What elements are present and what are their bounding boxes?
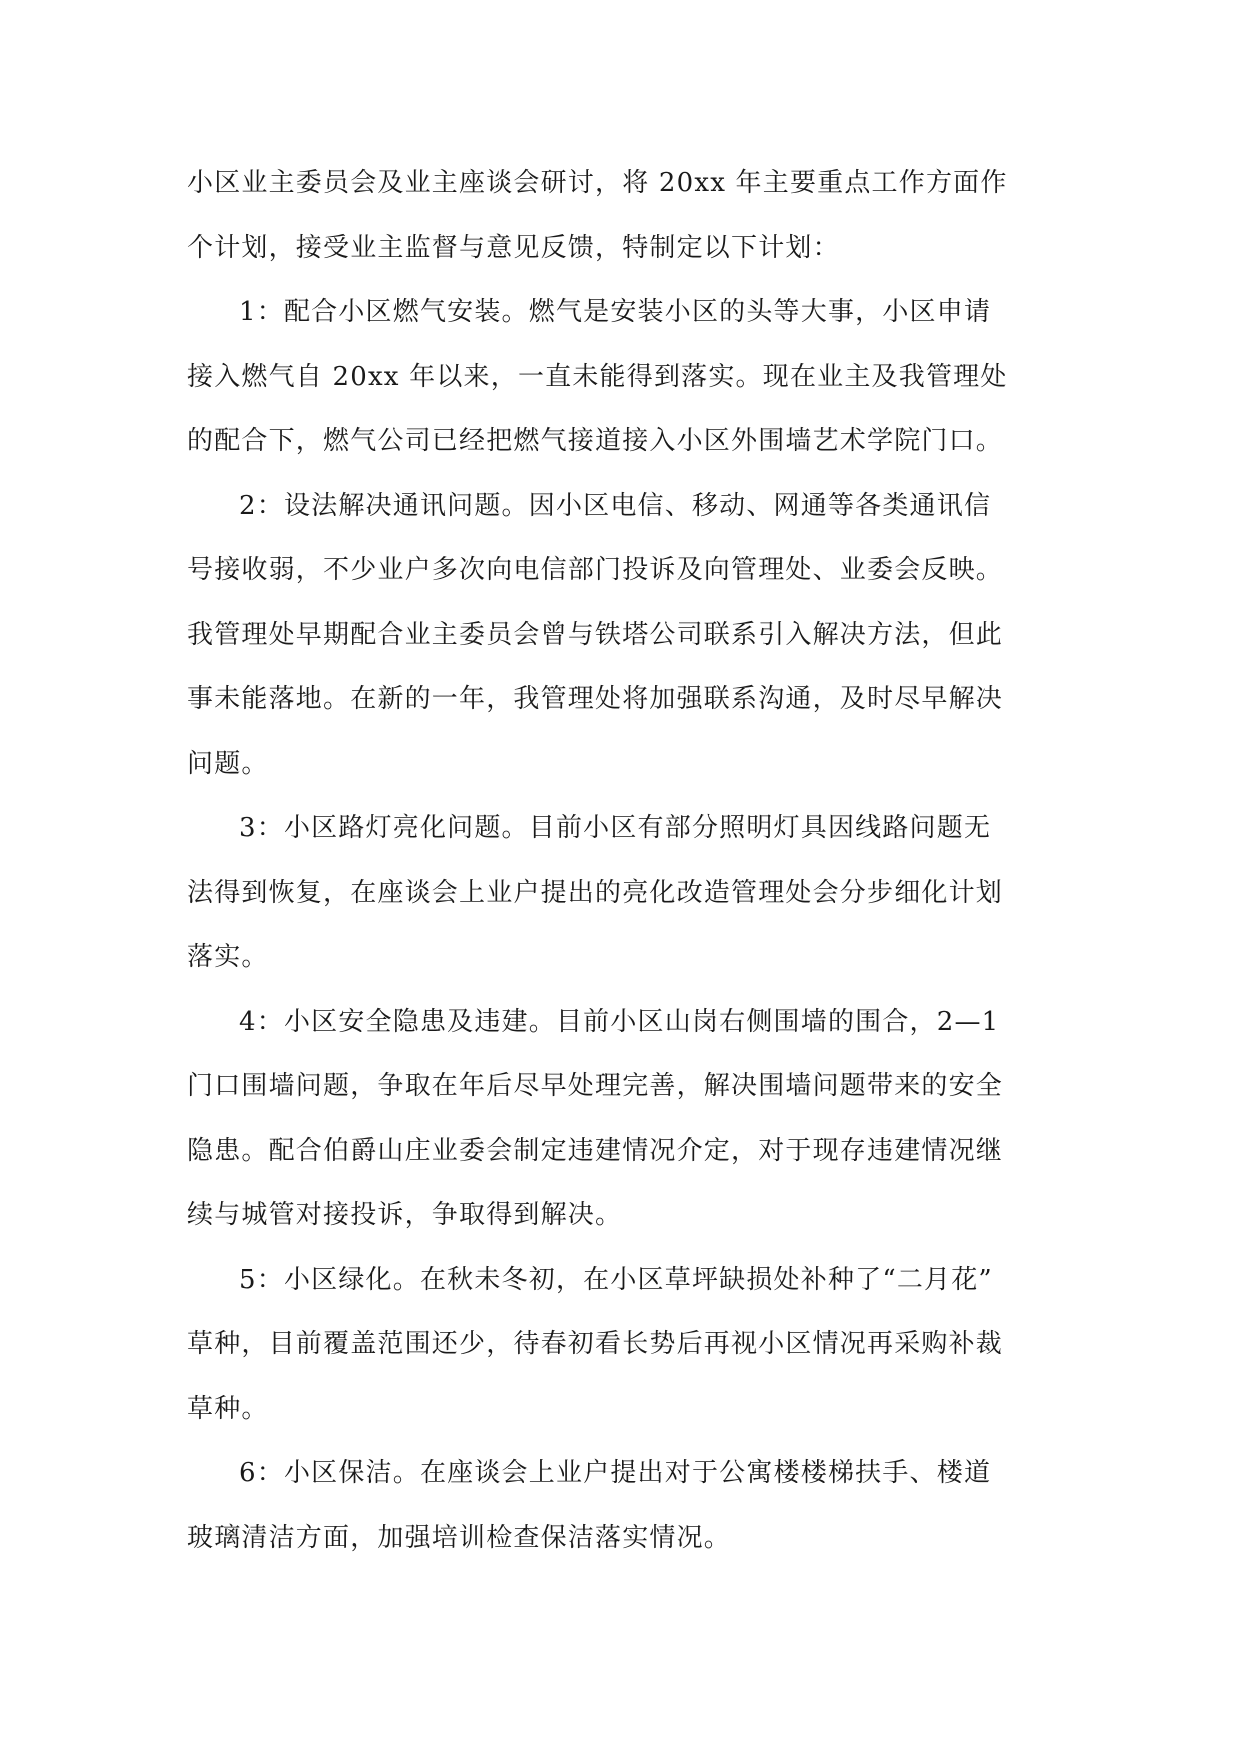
document-body (187, 151, 1057, 1570)
text-line: 事未能落地。在新的一年，我管理处将加强联系沟通，及时尽早解决 (187, 684, 1004, 714)
text-line: 2：设法解决通讯问题。因小区电信、移动、网通等各类通讯信 (239, 490, 992, 521)
text-line: 4：小区安全隐患及违建。目前小区山岗右侧围墙的围合，2—1 (239, 1006, 1000, 1037)
text-line: 6：小区保洁。在座谈会上业户提出对于公寓楼楼梯扶手、楼道 (239, 1458, 992, 1488)
text-line: 3：小区路灯亮化问题。目前小区有部分照明灯具因线路问题无 (239, 813, 992, 843)
text-line: 玻璃清洁方面，加强培训检查保洁落实情况。 (187, 1522, 732, 1553)
text-line: 的配合下，燃气公司已经把燃气接道接入小区外围墙艺术学院门口。 (187, 426, 1004, 456)
text-line: 1：配合小区燃气安装。燃气是安装小区的头等大事，小区申请 (239, 297, 992, 327)
text-line: 问题。 (187, 748, 269, 779)
text-line: 号接收弱，不少业户多次向电信部门投诉及向管理处、业委会反映。 (187, 555, 1004, 585)
text-line: 草种。 (187, 1393, 269, 1424)
text-line: 5：小区绿化。在秋未冬初，在小区草坪缺损处补种了“二月花” (239, 1264, 993, 1295)
text-line: 隐患。配合伯爵山庄业委会制定违建情况介定，对于现存违建情况继 (187, 1135, 1004, 1166)
text-line: 小区业主委员会及业主座谈会研讨，将 20xx 年主要重点工作方面作 (187, 168, 1008, 198)
text-line: 法得到恢复，在座谈会上业户提出的亮化改造管理处会分步细化计划 (187, 877, 1004, 908)
text-line: 续与城管对接投诉，争取得到解决。 (187, 1200, 623, 1230)
text-line: 个计划，接受业主监督与意见反馈，特制定以下计划： (187, 232, 840, 263)
text-line: 落实。 (187, 942, 269, 972)
text-line: 草种，目前覆盖范围还少，待春初看长势后再视小区情况再采购补裁 (187, 1329, 1004, 1359)
text-line: 接入燃气自 20xx 年以来，一直未能得到落实。现在业主及我管理处 (187, 361, 1008, 392)
text-line: 门口围墙问题，争取在年后尽早处理完善，解决围墙问题带来的安全 (187, 1071, 1004, 1101)
text-line: 我管理处早期配合业主委员会曾与铁塔公司联系引入解决方法，但此 (187, 619, 1004, 650)
